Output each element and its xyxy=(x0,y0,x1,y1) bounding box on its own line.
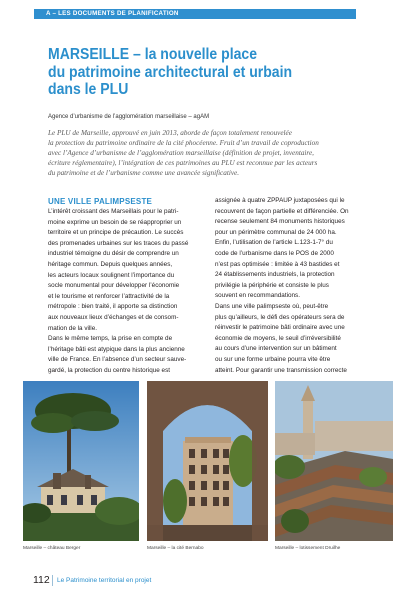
intro-line: Le PLU de Marseille, approuvé en juin 2013, aborde de façon totalement renouvelée xyxy=(48,129,292,137)
title-line: du patrimoine architectural et urbain xyxy=(48,63,293,81)
photo-chateau-berger xyxy=(23,381,139,541)
body-line: n’est pas optimisée : limitée à 43 bastides et xyxy=(215,260,340,268)
body-line: Dans le même temps, la prise en compte de xyxy=(48,335,173,343)
body-line: recense seulement 84 monuments historiques xyxy=(215,218,345,226)
intro-line: la protection du patrimoine ordinaire de la cité phocéenne. Fruit d’un travail de coproduction xyxy=(48,139,319,147)
article-title xyxy=(48,46,318,99)
body-line: territoire et un principe de précaution. Le succès xyxy=(48,229,184,237)
footer-divider xyxy=(52,575,53,586)
body-line: atteint. Pour garantir une transmission correcte xyxy=(215,366,347,374)
photo-cite-bernabo xyxy=(147,381,268,541)
intro-line: écriture réglementaire), l’intégration de ces patrimoines au PLU est reconnue par les acteurs xyxy=(48,159,318,167)
publication-title: Le Patrimoine territorial en projet xyxy=(57,577,152,584)
body-line: héritage commun. Depuis quelques années, xyxy=(48,260,173,268)
body-line: économie de moyens, le seuil d’irréversibilité xyxy=(215,334,341,342)
body-line: privilégie la périphérie et consiste le plus xyxy=(215,281,329,289)
body-line: L’intérêt croissant des Marseillais pour le patri- xyxy=(48,208,179,215)
body-line: les acteurs locaux soulignent l’importance du xyxy=(48,271,175,279)
article-byline: Agence d’urbanisme de l’agglomération marseillaise – agAM xyxy=(48,114,210,120)
body-line: métropole : bien traité, il apporte sa distinction xyxy=(48,303,178,311)
body-line: des promenades urbaines sur les traces du passé xyxy=(48,239,189,247)
photo-caption: Marseille – la cité Bernabo xyxy=(147,546,204,551)
body-line: socle monumental pour développer l’économie xyxy=(48,282,180,290)
body-line: assignée à quatre ZPPAUP juxtaposées qui le xyxy=(215,197,345,204)
photo-caption: Marseille – château Berger xyxy=(23,546,81,551)
body-line: et le tourisme et renforcer l’attractivité de la xyxy=(48,292,170,300)
photo-lotissement-druilhe xyxy=(275,381,393,541)
body-column-left xyxy=(48,207,207,377)
section-heading: UNE VILLE PALIMPSESTE xyxy=(48,197,153,206)
intro-line: du patrimoine et de l’urbanisme comme une avancée significative. xyxy=(48,169,240,177)
body-line: ou sur une forme urbaine pourra vite être xyxy=(215,355,331,363)
body-line: industriel témoigne du désir de comprendre un xyxy=(48,250,179,258)
body-line: souvent en recommandations. xyxy=(215,292,300,300)
body-line: au cours d’une intervention sur un bâtiment xyxy=(215,345,337,353)
body-line: plus qu’ailleurs, le défi des opérateurs sera de xyxy=(215,313,345,321)
title-line: dans le PLU xyxy=(48,81,129,98)
body-line: l’héritage bâti est atypique dans la plus ancienne xyxy=(48,345,185,353)
body-line: recouvrent de façon partielle et différenciée. On xyxy=(215,207,349,215)
body-line: ville de France. En l’absence d’un secteur sauve- xyxy=(48,356,187,364)
body-line: gardé, la protection du centre historique est xyxy=(48,366,171,374)
title-line: MARSEILLE – la nouvelle place xyxy=(48,46,258,63)
body-line: Dans une ville palimpseste où, peut-être xyxy=(215,302,329,310)
intro-line: avec l’Agence d’urbanisme de l’agglomération marseillaise (définition de projet, inventaire, xyxy=(48,149,314,157)
body-line: mation de la ville. xyxy=(48,324,98,332)
section-label: A – LES DOCUMENTS DE PLANIFICATION xyxy=(46,10,179,17)
body-column-right xyxy=(215,196,374,376)
page-number: 112 xyxy=(33,574,50,586)
body-line: Enfin, l’utilisation de l’article L.123-1-7° du xyxy=(215,239,333,247)
body-line: 24 établissements industriels, la protection xyxy=(215,271,335,279)
article-intro xyxy=(48,128,374,178)
body-line: pour un périmètre communal de 24 000 ha. xyxy=(215,228,337,236)
body-line: moine exprime un besoin de se réapproprier un xyxy=(48,218,182,226)
body-line: réinvestir le patrimoine bâti ordinaire avec une xyxy=(215,324,345,332)
photo-caption: Marseille – lotissement Druilhe xyxy=(275,546,341,551)
body-line: code de l’urbanisme dans le POS de 2000 xyxy=(215,249,334,257)
body-line: aux nouveaux lieux d’échanges et de consom- xyxy=(48,313,179,321)
